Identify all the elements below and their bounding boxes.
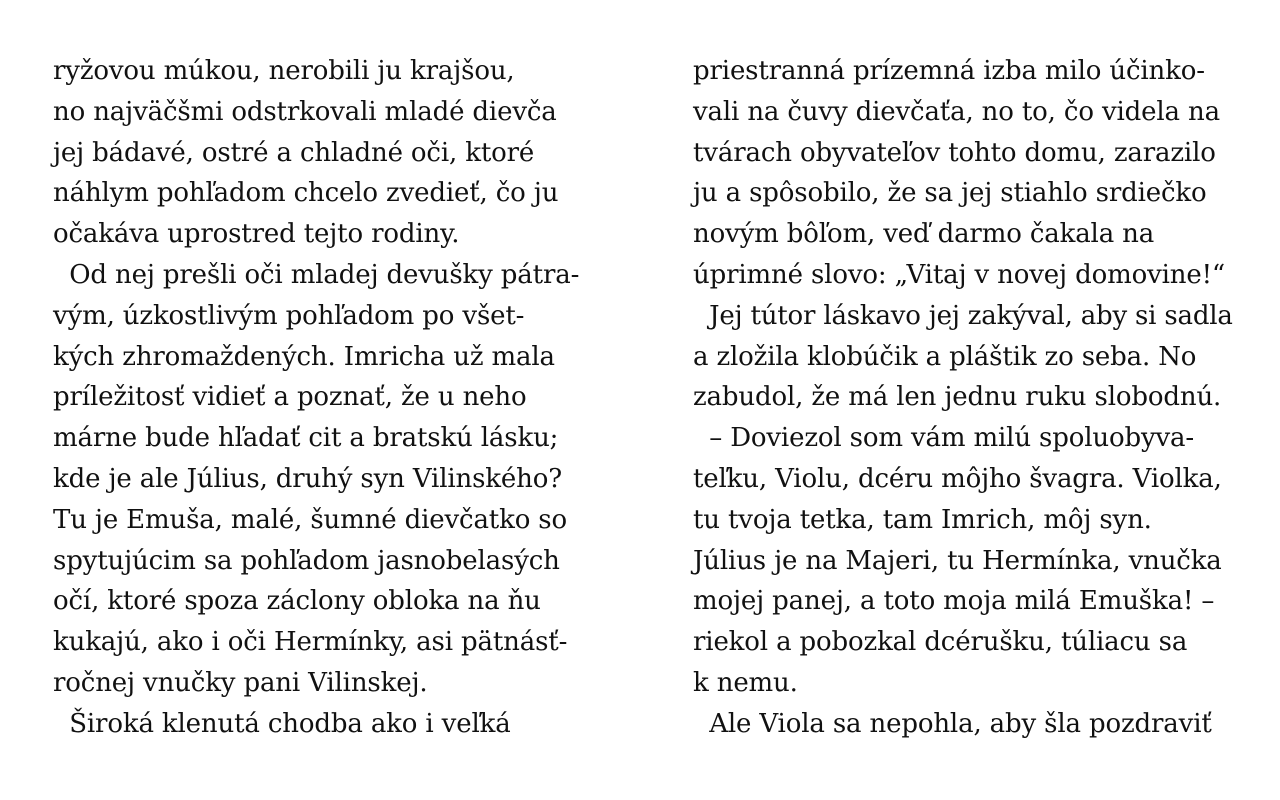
text-line: úprimné slovo: „Vitaj v novej domovine!“ bbox=[693, 259, 1226, 290]
text-line: Tu je Emuša, malé, šumné dievčatko so bbox=[53, 504, 568, 535]
left-page bbox=[53, 51, 593, 745]
text-line: ryžovou múkou, nerobili ju krajšou, bbox=[53, 56, 515, 86]
text-line: ju a spôsobilo, že sa jej stiahlo srdiečko bbox=[693, 178, 1207, 209]
text-line: Od nej prešli oči mladej devušky pátra- bbox=[53, 259, 580, 290]
text-line: náhlym pohľadom chcelo zvedieť, čo ju bbox=[53, 178, 559, 209]
text-line: no najväčšmi odstrkovali mladé dievča bbox=[53, 96, 557, 127]
text-line: vali na čuvy dievčaťa, no to, čo videla na bbox=[693, 96, 1220, 127]
text-line: príležitosť vidieť a poznať, že u neho bbox=[53, 382, 527, 413]
text-line: Široká klenutá chodba ako i veľká bbox=[53, 708, 511, 739]
text-line: priestranná prízemná izba milo účinko- bbox=[693, 56, 1205, 86]
text-line: márne bude hľadať cit a bratskú lásku; bbox=[53, 423, 559, 454]
text-line: a zložila klobúčik a pláštik zo seba. No bbox=[693, 341, 1197, 372]
text-line: teľku, Violu, dcéru môjho švagra. Violka, bbox=[693, 463, 1222, 494]
text-line: kých zhromaždených. Imricha už mala bbox=[53, 341, 555, 372]
text-line: novým bôľom, veď darmo čakala na bbox=[693, 219, 1155, 250]
text-line: Július je na Majeri, tu Hermínka, vnučka bbox=[693, 545, 1222, 576]
text-line: vým, úzkostlivým pohľadom po všet- bbox=[53, 300, 525, 331]
right-page bbox=[693, 51, 1233, 745]
text-line: zabudol, že má len jednu ruku slobodnú. bbox=[693, 382, 1222, 413]
text-line: – Doviezol som vám milú spoluobyva- bbox=[693, 423, 1195, 454]
text-line: ročnej vnučky pani Vilinskej. bbox=[53, 667, 428, 698]
text-line: Ale Viola sa nepohla, aby šla pozdraviť bbox=[693, 708, 1212, 739]
text-line: mojej panej, a toto moja milá Emuška! – bbox=[693, 586, 1215, 617]
text-line: kde je ale Július, druhý syn Vilinského? bbox=[53, 463, 563, 494]
text-line: očakáva uprostred tejto rodiny. bbox=[53, 219, 460, 250]
text-line: riekol a pobozkal dcérušku, túliacu sa bbox=[693, 627, 1188, 658]
text-line: jej bádavé, ostré a chladné oči, ktoré bbox=[53, 137, 535, 168]
text-line: tvárach obyvateľov tohto domu, zarazilo bbox=[693, 137, 1216, 168]
text-line: k nemu. bbox=[693, 667, 798, 698]
text-line: tu tvoja tetka, tam Imrich, môj syn. bbox=[693, 504, 1152, 535]
text-line: kukajú, ako i oči Hermínky, asi pätnásť- bbox=[53, 627, 568, 658]
text-line: očí, ktoré spoza záclony obloka na ňu bbox=[53, 586, 541, 617]
text-line: spytujúcim sa pohľadom jasnobelasých bbox=[53, 545, 560, 576]
text-line: Jej tútor láskavo jej zakýval, aby si sadla bbox=[693, 300, 1233, 331]
